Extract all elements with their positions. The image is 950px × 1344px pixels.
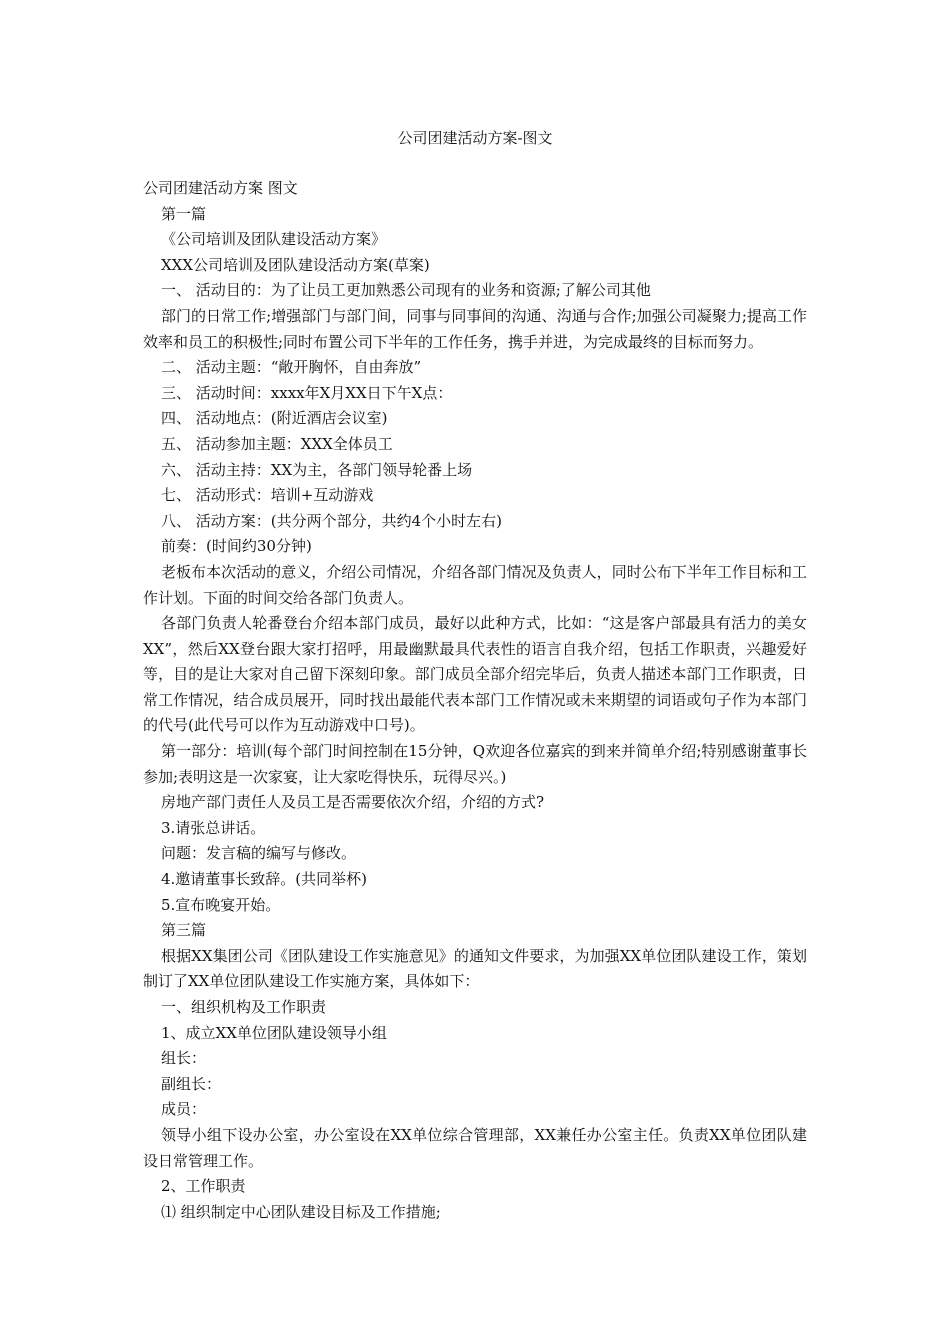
document-paragraph: 《公司培训及团队建设活动方案》 (161, 230, 387, 249)
document-paragraph: 5.宣布晚宴开始。 (161, 895, 281, 914)
document-paragraph: 老板布本次活动的意义，介绍公司情况，介绍各部门情况及负责人，同时公布下半年工作目标和工作计划。下面的时间交给各部门负责人。 (143, 562, 807, 607)
document-paragraph: 前奏：(时间约30分钟) (161, 537, 312, 556)
document-paragraph: 问题：发言稿的编写与修改。 (161, 844, 357, 863)
document-paragraph: 六、 活动主持：XX为主，各部门领导轮番上场 (161, 460, 473, 479)
document-paragraph: 第一部分：培训(每个部门时间控制在15分钟，Q欢迎各位嘉宾的到来并简单介绍;特别感谢董事长参加;表明这是一次家宴，让大家吃得快乐，玩得尽兴。) (143, 742, 807, 786)
document-paragraph: 七、 活动形式：培训+互动游戏 (161, 486, 374, 505)
document-paragraph: 各部门负责人轮番登台介绍本部门成员，最好以此种方式，比如：“这是客户部最具有活力的美女XX”，然后XX登台跟大家打招呼，用最幽默最具代表性的语言自我介绍，包括工作职责，兴趣爱好等，目的是让大家对自己留下深刻印象。部门成员全部介绍完毕后，负责人描述本部门工作职责，日常工作情况，结合成员展开，同时找出最能代表本部门工作情况或未来期望的词语或句子作为本部门的代号(此代号可以作为互动游戏中口号)。 (143, 614, 807, 735)
document-paragraph: 公司团建活动方案 图文 (143, 179, 298, 197)
document-paragraph: XXX公司培训及团队建设活动方案(草案) (161, 255, 430, 274)
document-paragraph: 房地产部门责任人及员工是否需要依次介绍，介绍的方式? (161, 793, 545, 812)
document-paragraph: 3.请张总讲话。 (161, 818, 266, 837)
document-paragraph: 二、 活动主题：“敞开胸怀，自由奔放” (161, 358, 422, 377)
document-paragraph: 八、 活动方案：(共分两个部分，共约4个小时左右) (161, 511, 503, 530)
document-paragraph: 根据XX集团公司《团队建设工作实施意见》的通知文件要求，为加强XX单位团队建设工作，策划制订了XX单位团队建设工作实施方案，具体如下： (143, 946, 807, 991)
document-paragraph: 成员： (161, 1100, 207, 1119)
document-paragraph: 2、工作职责 (161, 1177, 246, 1196)
document-paragraph: 组长： (161, 1049, 207, 1068)
document-paragraph: 4.邀请董事长致辞。(共同举杯) (161, 870, 368, 889)
document-paragraph: 三、 活动时间：xxxx年X月XX日下午X点： (161, 383, 453, 402)
document-paragraph: 副组长： (161, 1074, 222, 1093)
document-paragraph: ⑴ 组织制定中心团队建设目标及工作措施; (161, 1202, 441, 1221)
document-paragraph: 四、 活动地点：(附近酒店会议室) (161, 409, 388, 428)
document-paragraph: 五、 活动参加主题：XXX全体员工 (161, 434, 393, 453)
document-paragraph: 部门的日常工作;增强部门与部门间，同事与同事间的沟通、沟通与合作;加强公司凝聚力;提高工作效率和员工的积极性;同时布置公司下半年的工作任务，携手并进，为完成最终的目标而努力。 (143, 306, 807, 351)
document-paragraph: 一、组织机构及工作职责 (161, 998, 327, 1016)
document-paragraph: 领导小组下设办公室，办公室设在XX单位综合管理部，XX兼任办公室主任。负责XX单位团队建设日常管理工作。 (143, 1125, 807, 1170)
document-title: 公司团建活动方案-图文 (397, 129, 553, 147)
document-paragraph: 第三篇 (161, 921, 207, 940)
document-body (143, 176, 807, 1225)
document-paragraph: 第一篇 (161, 204, 207, 223)
document-paragraph: 一、 活动目的：为了让员工更加熟悉公司现有的业务和资源;了解公司其他 (161, 281, 651, 300)
document-paragraph: 1、成立XX单位团队建设领导小组 (161, 1023, 387, 1042)
